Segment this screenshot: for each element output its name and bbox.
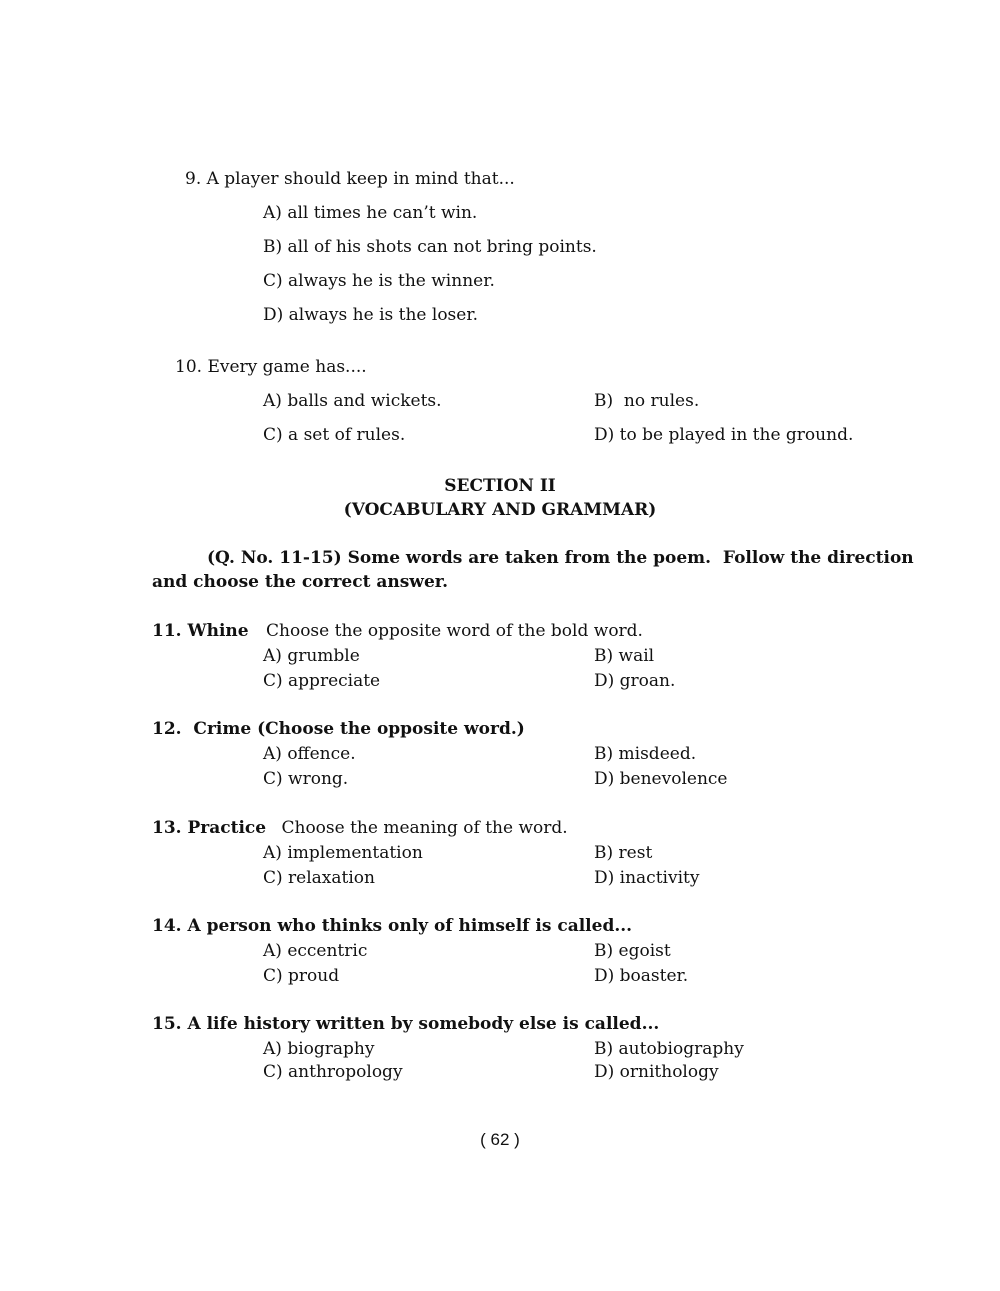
direction-line-2: and choose the correct answer.: [152, 572, 449, 592]
question-11-word: 11. Whine: [152, 621, 249, 641]
section-subtitle: (VOCABULARY AND GRAMMAR): [343, 500, 657, 520]
question-12-option-d: D) benevolence: [594, 769, 728, 789]
question-14-stem: 14. A person who thinks only of himself is called...: [152, 916, 633, 936]
question-10-option-b: B) no rules.: [594, 391, 700, 411]
question-12-option-c: C) wrong.: [263, 769, 349, 789]
question-13-word: 13. Practice: [152, 818, 267, 838]
section-title: SECTION II: [444, 476, 556, 496]
question-13-option-a: A) implementation: [263, 843, 423, 863]
question-11-stem: [152, 621, 643, 641]
question-12-option-b: B) misdeed.: [594, 744, 697, 764]
question-11-option-d: D) groan.: [594, 671, 676, 691]
question-9-option-c: C) always he is the winner.: [263, 271, 495, 291]
question-13-option-d: D) inactivity: [594, 868, 700, 888]
question-13-option-b: B) rest: [594, 843, 653, 863]
question-15-option-d: D) ornithology: [594, 1062, 719, 1082]
question-10-option-a: A) balls and wickets.: [263, 391, 442, 411]
page-number: ( 62 ): [480, 1130, 520, 1149]
question-10-option-d: D) to be played in the ground.: [594, 425, 854, 445]
question-13-instruction: Choose the meaning of the word.: [281, 818, 568, 838]
question-14-option-a: A) eccentric: [263, 941, 368, 961]
question-14-option-d: D) boaster.: [594, 966, 689, 986]
question-11-option-b: B) wail: [594, 646, 655, 666]
question-11-option-a: A) grumble: [263, 646, 360, 666]
question-15-option-b: B) autobiography: [594, 1039, 744, 1059]
question-11-instruction: Choose the opposite word of the bold word.: [266, 621, 643, 641]
question-15-option-c: C) anthropology: [263, 1062, 403, 1082]
question-9-stem: 9. A player should keep in mind that...: [185, 169, 515, 189]
question-15-stem: 15. A life history written by somebody else is called...: [152, 1014, 660, 1034]
question-10-option-c: C) a set of rules.: [263, 425, 406, 445]
question-12-stem: 12. Crime (Choose the opposite word.): [152, 719, 525, 739]
question-9-option-b: B) all of his shots can not bring points.: [263, 237, 597, 257]
question-12-option-a: A) offence.: [263, 744, 356, 764]
question-9-option-a: A) all times he can’t win.: [263, 203, 478, 223]
question-9-option-d: D) always he is the loser.: [263, 305, 478, 325]
question-13-option-c: C) relaxation: [263, 868, 375, 888]
direction-line-1: (Q. No. 11-15) Some words are taken from the poem. Follow the direction: [207, 548, 914, 568]
question-15-option-a: A) biography: [263, 1039, 375, 1059]
question-13-stem: [152, 818, 568, 838]
question-10-stem: 10. Every game has....: [175, 357, 367, 377]
question-14-option-b: B) egoist: [594, 941, 671, 961]
question-11-option-c: C) appreciate: [263, 671, 381, 691]
question-14-option-c: C) proud: [263, 966, 340, 986]
